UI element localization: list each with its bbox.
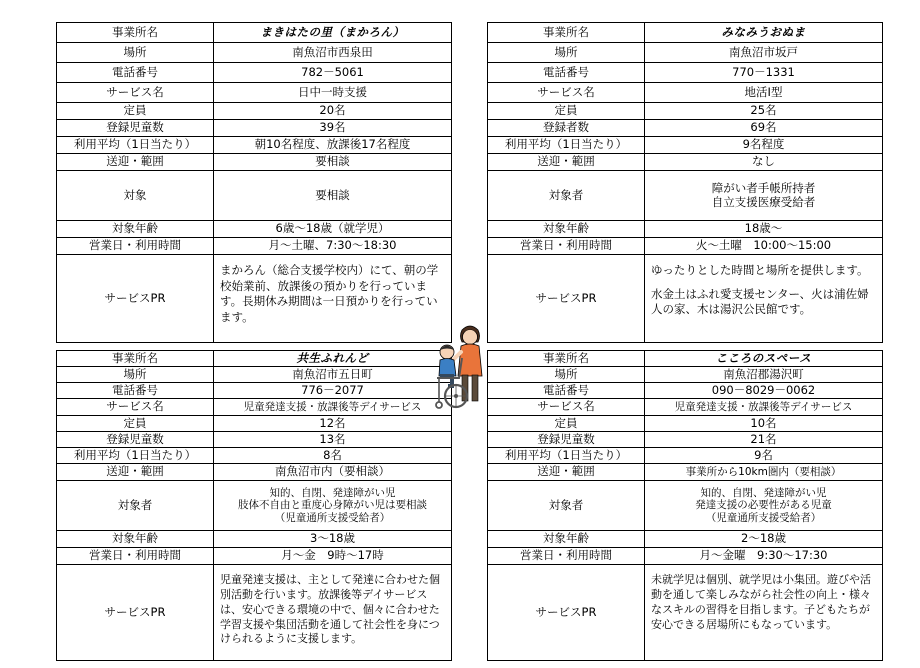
label-place: 場所 (57, 367, 214, 383)
label-capacity: 定員 (57, 103, 214, 120)
facility-name: まきはたの里（まかろん） (214, 23, 452, 43)
facility-service: 日中一時支援 (214, 83, 452, 103)
facility-target (645, 171, 883, 221)
facility-age: 6歳～18歳（就学児） (214, 221, 452, 238)
facility-hours: 火～土曜 10:00～15:00 (645, 238, 883, 255)
facility-pr: まかろん（総合支援学校内）にて、朝の学校始業前、放課後の預かりを行っています。長期休み期間は一日預かりを行っています。 (214, 255, 452, 343)
target-line: 肢体不自由と重度心身障がい児は要相談 (238, 499, 427, 512)
label-registered: 登録者数 (488, 120, 645, 137)
label-name: 事業所名 (57, 23, 214, 43)
label-daily-avg: 利用平均（1日当たり） (57, 137, 214, 154)
facility-service: 地活Ⅰ型 (645, 83, 883, 103)
facility-service: 児童発達支援・放課後等デイサービス (645, 399, 883, 416)
label-name: 事業所名 (488, 23, 645, 43)
facility-target: 要相談 (214, 171, 452, 221)
label-target: 対象者 (488, 481, 645, 531)
facility-table-makihata (56, 22, 452, 343)
facility-registered: 39名 (214, 120, 452, 137)
facility-name: みなみうおぬま (645, 23, 883, 43)
facility-daily-avg: 9名程度 (645, 137, 883, 154)
facility-phone: 770－1331 (645, 63, 883, 83)
label-hours: 営業日・利用時間 (57, 548, 214, 565)
target-line: 自立支援医療受給者 (711, 194, 816, 209)
facility-age: 18歳～ (645, 221, 883, 238)
facility-place: 南魚沼郡湯沢町 (645, 367, 883, 383)
facility-capacity: 12名 (214, 416, 452, 432)
target-line: （児童通所支援受給者） (274, 511, 391, 524)
label-place: 場所 (57, 43, 214, 63)
label-capacity: 定員 (488, 103, 645, 120)
facility-capacity: 10名 (645, 416, 883, 432)
facility-transport: なし (645, 154, 883, 171)
facility-registered: 21名 (645, 432, 883, 448)
facility-phone: 776－2077 (214, 383, 452, 399)
label-age: 対象年齢 (57, 221, 214, 238)
label-place: 場所 (488, 43, 645, 63)
label-age: 対象年齢 (488, 221, 645, 238)
label-pr: サービスPR (488, 565, 645, 661)
target-line: 発達支援の必要性がある児童 (695, 499, 832, 512)
label-phone: 電話番号 (488, 63, 645, 83)
wheelchair-caregiver-icon (432, 322, 490, 414)
label-hours: 営業日・利用時間 (57, 238, 214, 255)
label-transport: 送迎・範囲 (57, 464, 214, 481)
facility-table-kokoro-space (487, 350, 883, 661)
facility-phone: 090－8029－0062 (645, 383, 883, 399)
pr-line: ゆったりとした時間と場所を提供します。 (651, 263, 869, 277)
facility-hours: 月～金 9時～17時 (214, 548, 452, 565)
label-phone: 電話番号 (57, 383, 214, 399)
facility-transport: 南魚沼市内（要相談） (214, 464, 452, 481)
label-pr: サービスPR (488, 255, 645, 343)
facility-registered: 69名 (645, 120, 883, 137)
label-capacity: 定員 (488, 416, 645, 432)
facility-hours: 月～金曜 9:30～17:30 (645, 548, 883, 565)
facility-place: 南魚沼市坂戸 (645, 43, 883, 63)
label-phone: 電話番号 (488, 383, 645, 399)
facility-pr (645, 255, 883, 343)
pr-line: 水金土はふれ愛支援センター、火は浦佐婦人の家、木は湯沢公民館です。 (651, 286, 869, 317)
label-transport: 送迎・範囲 (57, 154, 214, 171)
label-daily-avg: 利用平均（1日当たり） (488, 137, 645, 154)
label-name: 事業所名 (488, 351, 645, 367)
label-service: サービス名 (57, 83, 214, 103)
facility-daily-avg: 朝10名程度、放課後17名程度 (214, 137, 452, 154)
facility-transport: 事業所から10km圏内（要相談） (645, 464, 883, 481)
label-capacity: 定員 (57, 416, 214, 432)
facility-place: 南魚沼市五日町 (214, 367, 452, 383)
facility-age: 2～18歳 (645, 531, 883, 548)
facility-table-minamiuonuma (487, 22, 883, 343)
label-registered: 登録児童数 (57, 120, 214, 137)
label-target: 対象者 (488, 171, 645, 221)
label-name: 事業所名 (57, 351, 214, 367)
target-line: 知的、自閉、発達障がい児 (269, 486, 396, 499)
facility-registered: 13名 (214, 432, 452, 448)
facility-transport: 要相談 (214, 154, 452, 171)
label-hours: 営業日・利用時間 (488, 238, 645, 255)
facility-age: 3～18歳 (214, 531, 452, 548)
facility-pr: 未就学児は個別、就学児は小集団。遊びや活動を通して楽しみながら社会性の向上・様々なスキルの習得を目指します。子どもたちが安心できる居場所にもなっています。 (645, 565, 883, 661)
label-daily-avg: 利用平均（1日当たり） (488, 448, 645, 464)
facility-daily-avg: 9名 (645, 448, 883, 464)
label-service: サービス名 (488, 83, 645, 103)
facility-target (214, 481, 452, 531)
label-target: 対象 (57, 171, 214, 221)
label-registered: 登録児童数 (488, 432, 645, 448)
target-line: 障がい者手帳所持者 (711, 180, 816, 195)
label-transport: 送迎・範囲 (488, 154, 645, 171)
facility-name: 共生ふれんど (214, 351, 452, 367)
label-place: 場所 (488, 367, 645, 383)
label-hours: 営業日・利用時間 (488, 548, 645, 565)
label-age: 対象年齢 (57, 531, 214, 548)
label-service: サービス名 (488, 399, 645, 416)
label-age: 対象年齢 (488, 531, 645, 548)
target-line: 知的、自閉、発達障がい児 (700, 486, 827, 499)
facility-table-kyosei-friend (56, 350, 452, 661)
facility-name: こころのスペース (645, 351, 883, 367)
label-registered: 登録児童数 (57, 432, 214, 448)
facility-capacity: 25名 (645, 103, 883, 120)
label-target: 対象者 (57, 481, 214, 531)
facility-target (645, 481, 883, 531)
facility-service: 児童発達支援・放課後等デイサービス (214, 399, 452, 416)
facility-pr: 児童発達支援は、主として発達に合わせた個別活動を行います。放課後等デイサービスは、安心できる環境の中で、個々に合わせた学習支援や集団活動を通して社会性を身につけられるように支援します。 (214, 565, 452, 661)
facility-daily-avg: 8名 (214, 448, 452, 464)
label-daily-avg: 利用平均（1日当たり） (57, 448, 214, 464)
label-phone: 電話番号 (57, 63, 214, 83)
label-pr: サービスPR (57, 565, 214, 661)
child-figure (439, 345, 456, 386)
facility-hours: 月～土曜、7:30～18:30 (214, 238, 452, 255)
facility-capacity: 20名 (214, 103, 452, 120)
label-service: サービス名 (57, 399, 214, 416)
target-line: （児童通所支援受給者） (705, 511, 822, 524)
facility-place: 南魚沼市西泉田 (214, 43, 452, 63)
label-transport: 送迎・範囲 (488, 464, 645, 481)
facility-phone: 782－5061 (214, 63, 452, 83)
label-pr: サービスPR (57, 255, 214, 343)
